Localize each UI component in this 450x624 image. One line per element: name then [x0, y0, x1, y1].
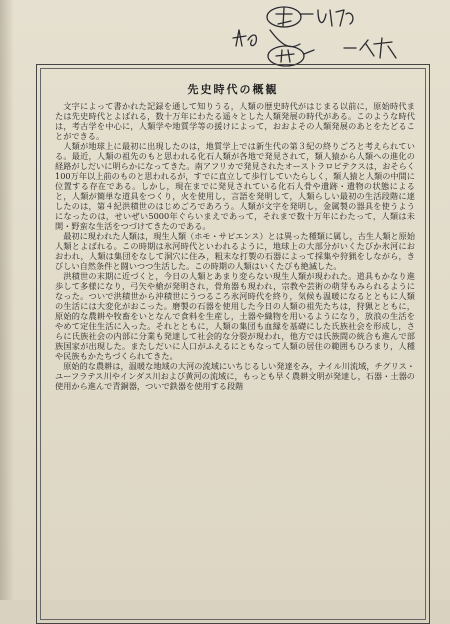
paragraph-3: 最初に現われた人類は，現生人類（ホモ・サピエンス）とは異った種類に属し，古生人類と原始人類とよばれる。この時期は氷河時代といわれるように，地球上の大部分がいくたびか氷河におおわれ，人類は集団をなして洞穴に住み，粗末な打製の石器によって採集や狩猟をしながら，きびしい自然条件と闘いつつ生活した。この時期の人類はいくたびも絶滅した。: [55, 231, 416, 271]
text-frame: [36, 64, 430, 624]
text-frame-inner: [40, 68, 426, 620]
page-shadow: [0, 0, 14, 600]
paragraph-5: 原始的な農耕は，温暖な地域の大河の流域にいちじるしい発達をみ，ナイル川流域，チグリス・ユーフラテス川やインダス川および黄河の流域に，もっとも早く農耕文明が発達し，石器・土器の使用から進んで青銅器，ついで鉄器を使用する段階: [55, 361, 415, 391]
body-text: [55, 101, 415, 391]
paragraph-4: 洪積世の末期に近づくと，今日の人類とあまり変らない現生人類が現われた。道具もかなり進歩して多様になり，弓矢や槍が発明され，骨角器も現われ，宗教や芸術の萌芽もみられるようになった。ついで洪積世から沖積世にうつるころ氷河時代を終り，気候も温暖になるとともに人類の生活には大変化がおこった。磨製の石器を使用した今日の人類の祖先たちは，狩猟とともに，原始的な農耕や牧畜をいとなんで食料を生産し，土器や織物を用いるようになり，放浪の生活をやめて定住生活に入った。それとともに，人類の集団も血縁を基礎にした氏族社会を形成し，さらに氏族社会の内部に分業も発達して社会的な分裂が現われ，他方では氏族間の統合も進んで部族国家が出現した。またしだいに人口がふえるにともなって人類の居住の範囲もひろまり，人種や民族もかたちづくられてきた。: [55, 271, 415, 361]
paragraph-2: 人類が地球上に最初に出現したのは，地質学上では新生代の第３紀の終りごろと考えられている。最近，人類の祖先のもと思われる化石人類が各地で発見されて，類人猿から人類への進化の経路がしだいに明らかになってきた。南アフリカで発見されたオーストラロピテクスは，おそらく100万年以上前のものと思われるが，すでに直立して歩行していたらしく，類人猿と人類の中間に位置する存在である。しかし，現在までに発見されている化石人骨や遺跡・遺物の状態によると，人類が簡単な道具をつくり，火を使用し，言語を発明して，人類らしい最初の生活段階に達したのは，第４紀洪積世のはじめごろであろう。人類が文字を発明し，金属製の器具を使うようになったのは，せいぜい5000年ぐらいまえであって，それまで数十万年にわたって，人類は未開・野蛮な生活をつづけてきたのである。: [55, 141, 415, 231]
paragraph-1: 文字によって書かれた記録を通して知りうる，人類の歴史時代がはじまる以前に，原始時代または先史時代とよばれる，数十万年にわたる遥々とした人類発展の時代がある。このような時代は，考古学を中心に，人類学や地質学等の援けによって，おおよその人類発展のあとをたどることができる。: [55, 101, 415, 141]
section-title: 先史時代の概観: [187, 83, 279, 96]
